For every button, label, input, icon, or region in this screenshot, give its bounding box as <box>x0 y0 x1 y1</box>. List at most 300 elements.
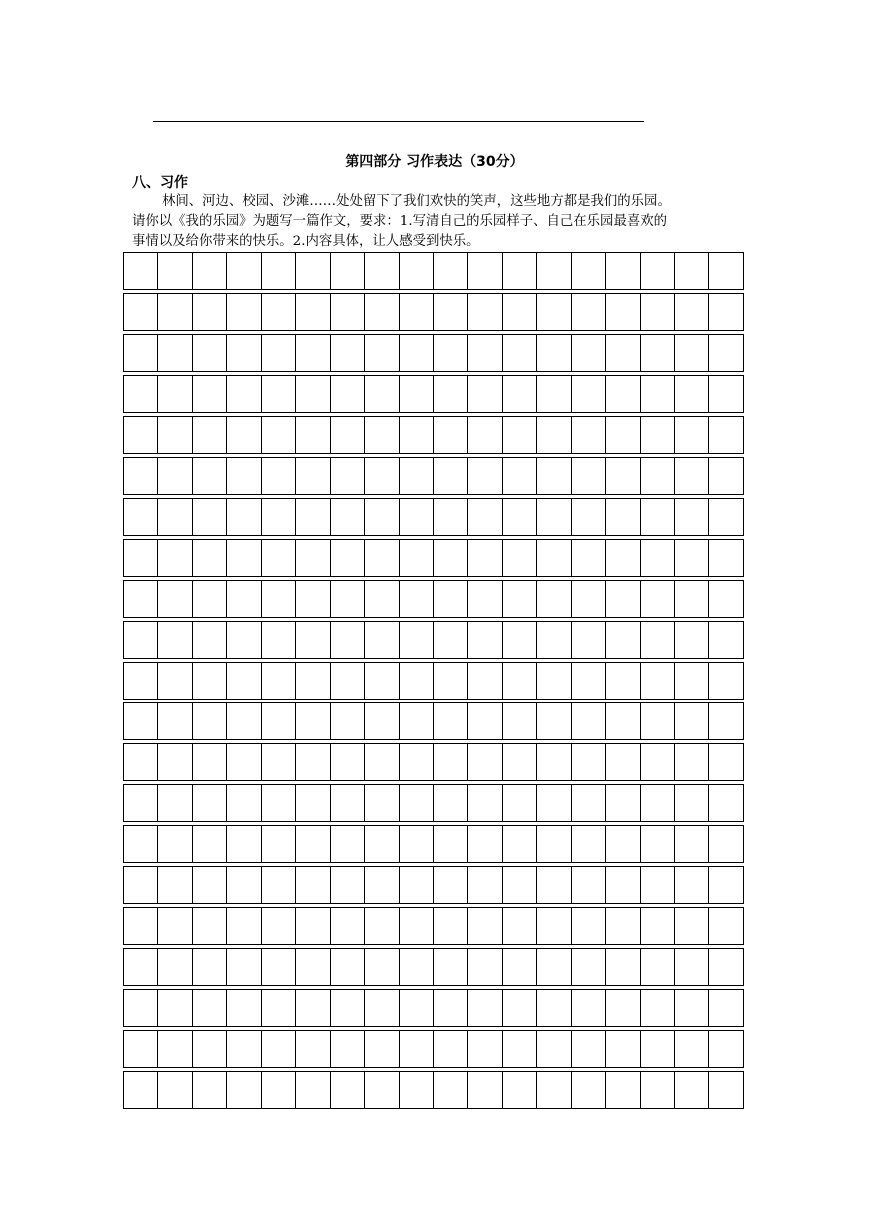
grid-cell[interactable] <box>675 458 709 494</box>
grid-cell[interactable] <box>400 663 434 699</box>
grid-cell[interactable] <box>675 1072 709 1108</box>
grid-cell[interactable] <box>124 581 158 617</box>
grid-cell[interactable] <box>606 990 640 1026</box>
grid-cell[interactable] <box>572 703 606 739</box>
grid-cell[interactable] <box>262 990 296 1026</box>
grid-cell[interactable] <box>124 908 158 944</box>
grid-cell[interactable] <box>158 622 192 658</box>
grid-cell[interactable] <box>331 867 365 903</box>
grid-cell[interactable] <box>641 1072 675 1108</box>
grid-cell[interactable] <box>503 703 537 739</box>
grid-cell[interactable] <box>468 417 502 453</box>
grid-cell[interactable] <box>331 663 365 699</box>
grid-cell[interactable] <box>709 744 743 780</box>
grid-cell[interactable] <box>641 908 675 944</box>
grid-cell[interactable] <box>468 990 502 1026</box>
grid-cell[interactable] <box>193 294 227 330</box>
grid-cell[interactable] <box>365 540 399 576</box>
grid-cell[interactable] <box>503 581 537 617</box>
grid-cell[interactable] <box>537 826 571 862</box>
grid-cell[interactable] <box>572 826 606 862</box>
grid-cell[interactable] <box>227 294 261 330</box>
grid-cell[interactable] <box>400 1031 434 1067</box>
grid-cell[interactable] <box>675 417 709 453</box>
grid-cell[interactable] <box>296 908 330 944</box>
grid-cell[interactable] <box>709 417 743 453</box>
grid-cell[interactable] <box>400 990 434 1026</box>
grid-cell[interactable] <box>709 826 743 862</box>
grid-cell[interactable] <box>124 294 158 330</box>
grid-cell[interactable] <box>227 1072 261 1108</box>
grid-cell[interactable] <box>537 990 571 1026</box>
grid-cell[interactable] <box>331 458 365 494</box>
grid-cell[interactable] <box>675 294 709 330</box>
grid-cell[interactable] <box>709 581 743 617</box>
grid-cell[interactable] <box>675 581 709 617</box>
grid-cell[interactable] <box>296 499 330 535</box>
grid-cell[interactable] <box>262 1031 296 1067</box>
grid-cell[interactable] <box>331 949 365 985</box>
grid-cell[interactable] <box>606 622 640 658</box>
grid-cell[interactable] <box>503 499 537 535</box>
grid-cell[interactable] <box>675 908 709 944</box>
grid-cell[interactable] <box>296 949 330 985</box>
grid-cell[interactable] <box>193 622 227 658</box>
grid-cell[interactable] <box>675 253 709 289</box>
grid-cell[interactable] <box>572 744 606 780</box>
grid-cell[interactable] <box>537 294 571 330</box>
grid-cell[interactable] <box>262 663 296 699</box>
grid-cell[interactable] <box>193 417 227 453</box>
grid-cell[interactable] <box>124 826 158 862</box>
grid-cell[interactable] <box>400 253 434 289</box>
grid-cell[interactable] <box>296 335 330 371</box>
grid-cell[interactable] <box>468 458 502 494</box>
grid-cell[interactable] <box>434 785 468 821</box>
grid-cell[interactable] <box>606 744 640 780</box>
grid-cell[interactable] <box>331 499 365 535</box>
grid-cell[interactable] <box>434 867 468 903</box>
grid-cell[interactable] <box>537 1072 571 1108</box>
grid-cell[interactable] <box>227 581 261 617</box>
grid-cell[interactable] <box>572 990 606 1026</box>
grid-cell[interactable] <box>331 376 365 412</box>
grid-cell[interactable] <box>365 294 399 330</box>
grid-cell[interactable] <box>124 949 158 985</box>
grid-cell[interactable] <box>641 376 675 412</box>
grid-cell[interactable] <box>503 990 537 1026</box>
grid-cell[interactable] <box>158 908 192 944</box>
grid-cell[interactable] <box>124 253 158 289</box>
grid-cell[interactable] <box>675 826 709 862</box>
grid-cell[interactable] <box>572 867 606 903</box>
grid-cell[interactable] <box>675 499 709 535</box>
grid-cell[interactable] <box>468 744 502 780</box>
grid-cell[interactable] <box>262 417 296 453</box>
grid-cell[interactable] <box>468 376 502 412</box>
grid-cell[interactable] <box>503 253 537 289</box>
grid-cell[interactable] <box>331 335 365 371</box>
grid-cell[interactable] <box>124 990 158 1026</box>
grid-cell[interactable] <box>331 622 365 658</box>
grid-cell[interactable] <box>296 458 330 494</box>
grid-cell[interactable] <box>503 294 537 330</box>
grid-cell[interactable] <box>296 1072 330 1108</box>
grid-cell[interactable] <box>503 417 537 453</box>
grid-cell[interactable] <box>572 785 606 821</box>
grid-cell[interactable] <box>262 703 296 739</box>
grid-cell[interactable] <box>606 908 640 944</box>
grid-cell[interactable] <box>193 949 227 985</box>
grid-cell[interactable] <box>675 744 709 780</box>
grid-cell[interactable] <box>227 417 261 453</box>
grid-cell[interactable] <box>227 253 261 289</box>
grid-cell[interactable] <box>537 458 571 494</box>
grid-cell[interactable] <box>468 785 502 821</box>
grid-cell[interactable] <box>709 949 743 985</box>
grid-cell[interactable] <box>262 253 296 289</box>
grid-cell[interactable] <box>468 908 502 944</box>
grid-cell[interactable] <box>331 744 365 780</box>
grid-cell[interactable] <box>709 294 743 330</box>
grid-cell[interactable] <box>641 294 675 330</box>
grid-cell[interactable] <box>262 867 296 903</box>
grid-cell[interactable] <box>641 458 675 494</box>
grid-cell[interactable] <box>400 744 434 780</box>
grid-cell[interactable] <box>262 458 296 494</box>
grid-cell[interactable] <box>262 949 296 985</box>
grid-cell[interactable] <box>124 867 158 903</box>
grid-cell[interactable] <box>572 376 606 412</box>
grid-cell[interactable] <box>158 581 192 617</box>
grid-cell[interactable] <box>468 1031 502 1067</box>
grid-cell[interactable] <box>158 785 192 821</box>
grid-cell[interactable] <box>468 826 502 862</box>
grid-cell[interactable] <box>503 1072 537 1108</box>
grid-cell[interactable] <box>227 622 261 658</box>
grid-cell[interactable] <box>193 990 227 1026</box>
grid-cell[interactable] <box>709 703 743 739</box>
grid-cell[interactable] <box>503 376 537 412</box>
grid-cell[interactable] <box>400 785 434 821</box>
grid-cell[interactable] <box>434 703 468 739</box>
grid-cell[interactable] <box>124 703 158 739</box>
grid-cell[interactable] <box>468 949 502 985</box>
grid-cell[interactable] <box>503 622 537 658</box>
grid-cell[interactable] <box>193 908 227 944</box>
grid-cell[interactable] <box>262 744 296 780</box>
grid-cell[interactable] <box>434 417 468 453</box>
grid-cell[interactable] <box>675 663 709 699</box>
grid-cell[interactable] <box>331 908 365 944</box>
grid-cell[interactable] <box>709 663 743 699</box>
grid-cell[interactable] <box>158 1072 192 1108</box>
grid-cell[interactable] <box>503 826 537 862</box>
grid-cell[interactable] <box>572 663 606 699</box>
grid-cell[interactable] <box>606 703 640 739</box>
grid-cell[interactable] <box>400 540 434 576</box>
grid-cell[interactable] <box>468 581 502 617</box>
grid-cell[interactable] <box>262 294 296 330</box>
grid-cell[interactable] <box>365 376 399 412</box>
grid-cell[interactable] <box>572 294 606 330</box>
grid-cell[interactable] <box>400 622 434 658</box>
grid-cell[interactable] <box>262 540 296 576</box>
grid-cell[interactable] <box>503 663 537 699</box>
grid-cell[interactable] <box>434 540 468 576</box>
grid-cell[interactable] <box>709 376 743 412</box>
grid-cell[interactable] <box>296 867 330 903</box>
grid-cell[interactable] <box>537 1031 571 1067</box>
grid-cell[interactable] <box>468 703 502 739</box>
grid-cell[interactable] <box>537 581 571 617</box>
grid-cell[interactable] <box>434 622 468 658</box>
grid-cell[interactable] <box>124 499 158 535</box>
grid-cell[interactable] <box>227 663 261 699</box>
grid-cell[interactable] <box>468 499 502 535</box>
grid-cell[interactable] <box>227 335 261 371</box>
grid-cell[interactable] <box>434 581 468 617</box>
grid-cell[interactable] <box>296 294 330 330</box>
grid-cell[interactable] <box>572 540 606 576</box>
grid-cell[interactable] <box>537 540 571 576</box>
grid-cell[interactable] <box>400 867 434 903</box>
grid-cell[interactable] <box>537 949 571 985</box>
grid-cell[interactable] <box>434 376 468 412</box>
grid-cell[interactable] <box>365 581 399 617</box>
grid-cell[interactable] <box>503 458 537 494</box>
grid-cell[interactable] <box>434 990 468 1026</box>
grid-cell[interactable] <box>606 663 640 699</box>
grid-cell[interactable] <box>400 417 434 453</box>
grid-cell[interactable] <box>537 335 571 371</box>
grid-cell[interactable] <box>503 867 537 903</box>
grid-cell[interactable] <box>675 622 709 658</box>
grid-cell[interactable] <box>468 335 502 371</box>
grid-cell[interactable] <box>331 1072 365 1108</box>
grid-cell[interactable] <box>606 1031 640 1067</box>
grid-cell[interactable] <box>124 1072 158 1108</box>
grid-cell[interactable] <box>227 949 261 985</box>
grid-cell[interactable] <box>434 335 468 371</box>
grid-cell[interactable] <box>675 540 709 576</box>
grid-cell[interactable] <box>537 253 571 289</box>
grid-cell[interactable] <box>296 990 330 1026</box>
grid-cell[interactable] <box>227 826 261 862</box>
grid-cell[interactable] <box>606 499 640 535</box>
grid-cell[interactable] <box>193 253 227 289</box>
grid-cell[interactable] <box>365 744 399 780</box>
grid-cell[interactable] <box>365 458 399 494</box>
grid-cell[interactable] <box>537 663 571 699</box>
grid-cell[interactable] <box>262 1072 296 1108</box>
grid-cell[interactable] <box>434 826 468 862</box>
grid-cell[interactable] <box>365 949 399 985</box>
grid-cell[interactable] <box>365 990 399 1026</box>
grid-cell[interactable] <box>641 826 675 862</box>
grid-cell[interactable] <box>365 663 399 699</box>
grid-cell[interactable] <box>572 1072 606 1108</box>
grid-cell[interactable] <box>537 908 571 944</box>
grid-cell[interactable] <box>641 499 675 535</box>
grid-cell[interactable] <box>434 1031 468 1067</box>
grid-cell[interactable] <box>296 417 330 453</box>
grid-cell[interactable] <box>365 867 399 903</box>
grid-cell[interactable] <box>434 908 468 944</box>
grid-cell[interactable] <box>606 949 640 985</box>
grid-cell[interactable] <box>331 785 365 821</box>
grid-cell[interactable] <box>468 1072 502 1108</box>
grid-cell[interactable] <box>158 867 192 903</box>
grid-cell[interactable] <box>331 540 365 576</box>
grid-cell[interactable] <box>606 1072 640 1108</box>
grid-cell[interactable] <box>400 294 434 330</box>
grid-cell[interactable] <box>296 703 330 739</box>
grid-cell[interactable] <box>158 376 192 412</box>
grid-cell[interactable] <box>641 253 675 289</box>
grid-cell[interactable] <box>709 335 743 371</box>
grid-cell[interactable] <box>331 990 365 1026</box>
grid-cell[interactable] <box>400 1072 434 1108</box>
grid-cell[interactable] <box>606 826 640 862</box>
grid-cell[interactable] <box>296 253 330 289</box>
grid-cell[interactable] <box>296 1031 330 1067</box>
grid-cell[interactable] <box>296 663 330 699</box>
grid-cell[interactable] <box>331 417 365 453</box>
grid-cell[interactable] <box>572 622 606 658</box>
grid-cell[interactable] <box>262 908 296 944</box>
grid-cell[interactable] <box>158 990 192 1026</box>
grid-cell[interactable] <box>434 499 468 535</box>
grid-cell[interactable] <box>709 1072 743 1108</box>
grid-cell[interactable] <box>400 376 434 412</box>
grid-cell[interactable] <box>193 335 227 371</box>
grid-cell[interactable] <box>262 826 296 862</box>
grid-cell[interactable] <box>193 1072 227 1108</box>
grid-cell[interactable] <box>365 1072 399 1108</box>
grid-cell[interactable] <box>641 417 675 453</box>
grid-cell[interactable] <box>606 581 640 617</box>
grid-cell[interactable] <box>158 417 192 453</box>
grid-cell[interactable] <box>193 581 227 617</box>
grid-cell[interactable] <box>124 540 158 576</box>
grid-cell[interactable] <box>124 744 158 780</box>
grid-cell[interactable] <box>434 663 468 699</box>
grid-cell[interactable] <box>227 867 261 903</box>
grid-cell[interactable] <box>227 376 261 412</box>
grid-cell[interactable] <box>365 253 399 289</box>
grid-cell[interactable] <box>400 703 434 739</box>
grid-cell[interactable] <box>537 744 571 780</box>
grid-cell[interactable] <box>400 458 434 494</box>
grid-cell[interactable] <box>641 949 675 985</box>
grid-cell[interactable] <box>503 908 537 944</box>
grid-cell[interactable] <box>365 622 399 658</box>
grid-cell[interactable] <box>400 335 434 371</box>
grid-cell[interactable] <box>468 540 502 576</box>
grid-cell[interactable] <box>572 458 606 494</box>
grid-cell[interactable] <box>158 335 192 371</box>
grid-cell[interactable] <box>158 826 192 862</box>
grid-cell[interactable] <box>709 785 743 821</box>
grid-cell[interactable] <box>641 540 675 576</box>
grid-cell[interactable] <box>641 622 675 658</box>
grid-cell[interactable] <box>675 335 709 371</box>
grid-cell[interactable] <box>158 744 192 780</box>
grid-cell[interactable] <box>262 622 296 658</box>
grid-cell[interactable] <box>227 458 261 494</box>
grid-cell[interactable] <box>606 417 640 453</box>
grid-cell[interactable] <box>262 499 296 535</box>
grid-cell[interactable] <box>709 253 743 289</box>
grid-cell[interactable] <box>572 499 606 535</box>
grid-cell[interactable] <box>468 867 502 903</box>
grid-cell[interactable] <box>641 703 675 739</box>
grid-cell[interactable] <box>296 622 330 658</box>
grid-cell[interactable] <box>400 581 434 617</box>
grid-cell[interactable] <box>641 744 675 780</box>
grid-cell[interactable] <box>365 335 399 371</box>
grid-cell[interactable] <box>709 1031 743 1067</box>
grid-cell[interactable] <box>227 990 261 1026</box>
grid-cell[interactable] <box>572 581 606 617</box>
grid-cell[interactable] <box>434 458 468 494</box>
grid-cell[interactable] <box>709 622 743 658</box>
grid-cell[interactable] <box>296 540 330 576</box>
grid-cell[interactable] <box>365 703 399 739</box>
grid-cell[interactable] <box>296 826 330 862</box>
grid-cell[interactable] <box>124 785 158 821</box>
grid-cell[interactable] <box>709 540 743 576</box>
grid-cell[interactable] <box>503 1031 537 1067</box>
grid-cell[interactable] <box>434 744 468 780</box>
grid-cell[interactable] <box>331 253 365 289</box>
grid-cell[interactable] <box>675 990 709 1026</box>
grid-cell[interactable] <box>124 376 158 412</box>
grid-cell[interactable] <box>227 540 261 576</box>
grid-cell[interactable] <box>709 867 743 903</box>
grid-cell[interactable] <box>503 949 537 985</box>
grid-cell[interactable] <box>158 458 192 494</box>
grid-cell[interactable] <box>606 335 640 371</box>
grid-cell[interactable] <box>365 1031 399 1067</box>
grid-cell[interactable] <box>365 417 399 453</box>
grid-cell[interactable] <box>158 253 192 289</box>
grid-cell[interactable] <box>537 499 571 535</box>
grid-cell[interactable] <box>675 949 709 985</box>
grid-cell[interactable] <box>709 458 743 494</box>
grid-cell[interactable] <box>503 335 537 371</box>
grid-cell[interactable] <box>503 744 537 780</box>
grid-cell[interactable] <box>641 335 675 371</box>
grid-cell[interactable] <box>158 703 192 739</box>
grid-cell[interactable] <box>331 581 365 617</box>
grid-cell[interactable] <box>675 376 709 412</box>
grid-cell[interactable] <box>434 1072 468 1108</box>
grid-cell[interactable] <box>641 785 675 821</box>
grid-cell[interactable] <box>641 990 675 1026</box>
grid-cell[interactable] <box>158 663 192 699</box>
grid-cell[interactable] <box>227 744 261 780</box>
grid-cell[interactable] <box>641 1031 675 1067</box>
grid-cell[interactable] <box>537 417 571 453</box>
grid-cell[interactable] <box>572 335 606 371</box>
grid-cell[interactable] <box>641 663 675 699</box>
grid-cell[interactable] <box>434 294 468 330</box>
grid-cell[interactable] <box>193 499 227 535</box>
grid-cell[interactable] <box>537 622 571 658</box>
grid-cell[interactable] <box>331 826 365 862</box>
